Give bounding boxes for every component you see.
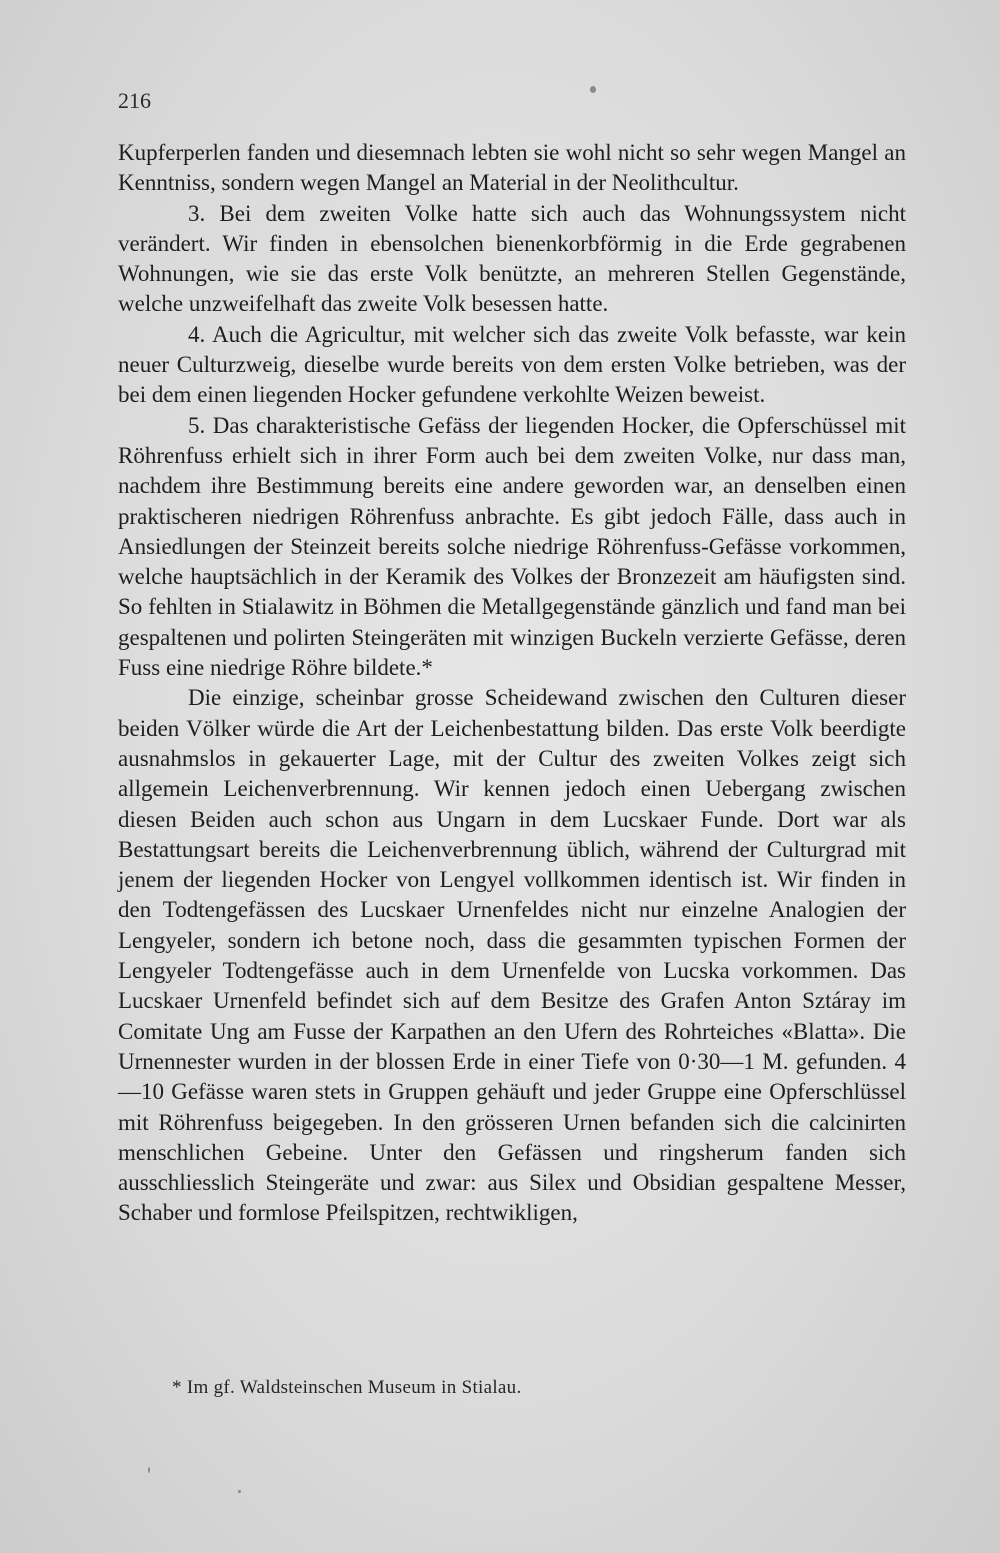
body-text [118,138,906,1229]
paragraph-point-4: 4. Auch die Agricultur, mit welcher sich das zweite Volk befasste, war kein neuer Culturzweig, dieselbe wurde bereits von dem ersten Volke betrieben, was der bei dem einen liegenden Hocker gefundene verkohlte Weizen beweist. [118,321,906,408]
paragraph-point-3: 3. Bei dem zweiten Volke hatte sich auch das Wohnungssystem nicht verändert. Wir finden in ebensolchen bienenkorbförmig in die Erde gegrabenen Wohnungen, wie sie das erste Volk benützte, an mehreren Stellen Gegenstände, welche unzweifelhaft das zweite Volk besessen hatte. [118,200,906,317]
paper-speck [590,86,596,93]
paper-speck [238,1490,241,1493]
paragraph-burial: Die einzige, scheinbar grosse Scheidewand zwischen den Culturen dieser beiden Völker würde die Art der Leichenbestattung bilden. Das erste Volk beerdigte ausnahmslos in gekauerter Lage, mit der Cultur des zweiten Volkes zeigt sich allgemein Leichenverbrennung. Wir kennen jedoch einen Uebergang zwischen diesen Beiden auch schon aus Ungarn in dem Lucskaer Funde. Dort war als Bestattungsart bereits die Leichenverbrennung üblich, während der Culturgrad mit jenem der liegenden Hocker von Lengyel vollkommen identisch ist. Wir finden in den Todtengefässen des Lucskaer Urnenfeldes nicht nur einzelne Analogien der Lengyeler, sondern ich betone noch, dass die gesammten typischen Formen der Lengyeler Todtengefässe auch in dem Urnenfelde von Lucska vorkommen. Das Lucskaer Urnenfeld befindet sich auf dem Besitze des Grafen Anton Sztáray im Comitate Ung am Fusse der Karpathen an den Ufern des Rohrteiches «Blatta». Die Urnennester wurden in der blossen Erde in einer Tiefe von 0·30—1 M. gefunden. 4—10 Gefässe waren stets in Gruppen gehäuft und jeder Gruppe eine Opferschlüssel mit Röhrenfuss beigegeben. In den grösseren Urnen befanden sich die calcinirten menschlichen Gebeine. Unter den Gefässen und ringsherum fanden sich ausschliesslich Steingeräte und zwar: aus Silex und Obsidian gespaltene Messer, Schaber und formlose Pfeilspitzen, rechtwikligen, [118,685,906,1226]
page-number: 216 [118,88,151,113]
footnote: * Im gf. Waldsteinschen Museum in Stialau. [172,1377,522,1398]
paragraph-continuation: Kupferperlen fanden und diesemnach lebten sie wohl nicht so sehr wegen Mangel an Kenntniss, sondern wegen Mangel an Material in der Neolithcultur. [118,140,906,196]
paragraph-point-5: 5. Das charakteristische Gefäss der liegenden Hocker, die Opferschüssel mit Röhrenfuss erhielt sich in ihrer Form auch bei dem zweiten Volke, nur dass man, nachdem ihre Bestimmung bereits eine andere geworden war, an denselben einen praktischeren niedrigen Röhrenfuss anbrachte. Es gibt jedoch Fälle, dass auch in Ansiedlungen der Steinzeit bereits solche niedrige Röhrenfuss-Gefässe vorkommen, welche hauptsächlich in der Keramik des Volkes der Bronzezeit am häufigsten sind. So fehlten in Stialawitz in Böhmen die Metallgegenstände gänzlich und fand man bei gespaltenen und polirten Steingeräten mit winzigen Buckeln verzierte Gefässe, deren Fuss eine niedrige Röhre bildete.* [118,412,906,681]
paper-speck [148,1467,150,1473]
